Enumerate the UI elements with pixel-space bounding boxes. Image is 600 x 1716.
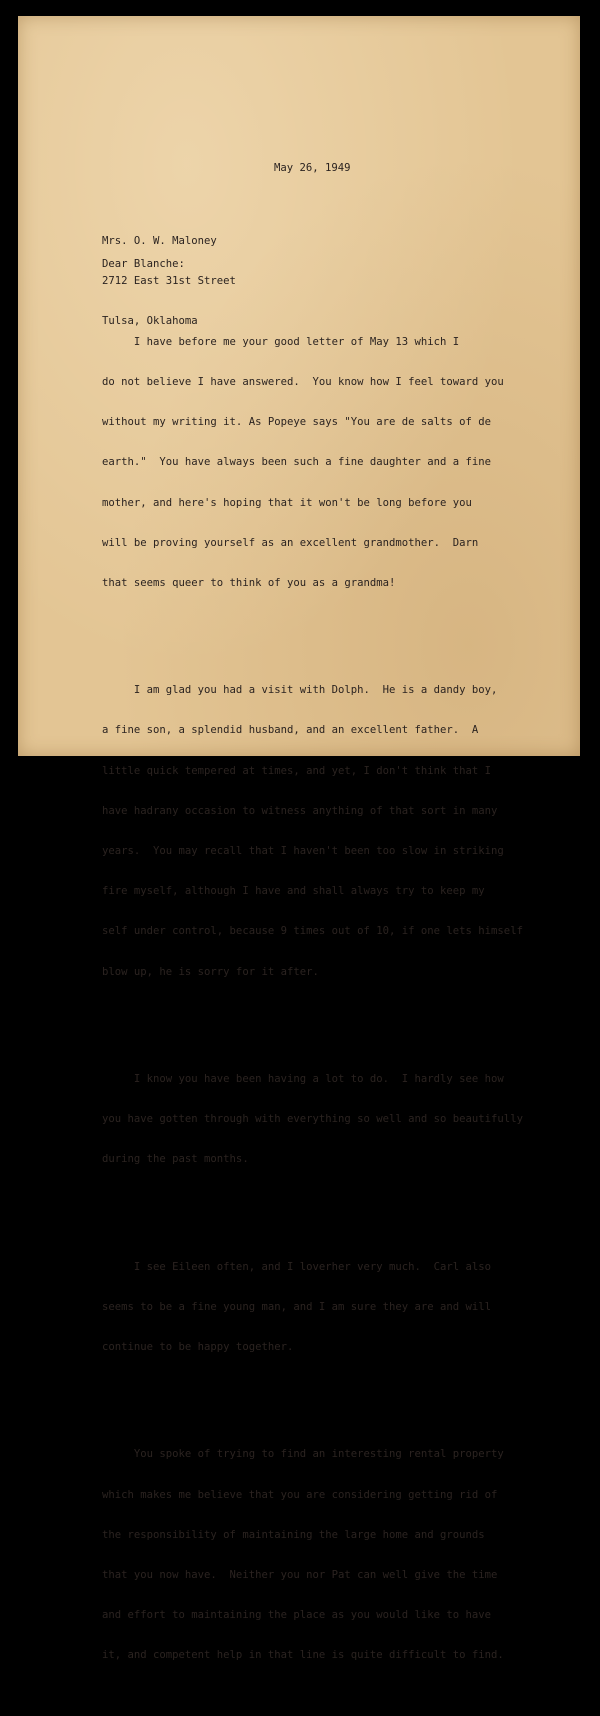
body-line: little quick tempered at times, and yet, I don't think that I	[102, 764, 492, 777]
body-line: and effort to maintaining the place as you would like to have	[102, 1609, 492, 1622]
body-line: earth." You have always been such a fine daughter and a fine	[102, 456, 492, 469]
body-line: that seems queer to think of you as a grandma!	[102, 576, 396, 589]
body-line: You spoke of trying to find an interesting rental property	[102, 1448, 504, 1461]
body-line: continue to be happy together.	[102, 1341, 294, 1354]
letter-page	[18, 16, 580, 1662]
body-line: it, and competent help in that line is quite difficult to find.	[102, 1649, 504, 1662]
body-line: a fine son, a splendid husband, and an excellent father. A	[102, 724, 479, 737]
body-line: fire myself, although I have and shall always try to keep my	[102, 885, 485, 898]
paragraph-3	[102, 1046, 523, 1193]
address-line-name: Mrs. O. W. Maloney	[102, 234, 217, 247]
body-line: do not believe I have answered. You know how I feel toward you	[102, 375, 504, 388]
body-line: the responsibility of maintaining the large home and grounds	[102, 1528, 485, 1541]
body-line: you have gotten through with everything so well and so beautifully	[102, 1113, 523, 1126]
body-line: mother, and here's hoping that it won't be long before you	[102, 496, 472, 509]
body-line: seems to be a fine young man, and I am sure they are and will	[102, 1300, 492, 1313]
body-line: have hadrany occasion to witness anything of that sort in many	[102, 804, 498, 817]
letter-date: May 26, 1949	[274, 162, 351, 174]
body-line: without my writing it. As Popeye says "You are de salts of de	[102, 416, 492, 429]
body-line: self under control, because 9 times out of 10, if one lets himself	[102, 925, 523, 938]
body-line: that you now have. Neither you nor Pat can well give the time	[102, 1568, 498, 1581]
paragraph-5	[102, 1421, 523, 1689]
body-line: which makes me believe that you are considering getting rid of	[102, 1488, 498, 1501]
body-line: years. You may recall that I haven't been too slow in striking	[102, 845, 504, 858]
body-line: I am glad you had a visit with Dolph. He is a dandy boy,	[102, 684, 498, 697]
body-line: I see Eileen often, and I loverher very much. Carl also	[102, 1260, 492, 1273]
body-line: blow up, he is sorry for it after.	[102, 965, 319, 978]
address-line-street: 2712 East 31st Street	[102, 275, 236, 288]
salutation: Dear Blanche:	[102, 258, 185, 270]
address-line-city: Tulsa, Oklahoma	[102, 315, 198, 328]
paragraph-4	[102, 1234, 523, 1381]
body-line: I have before me your good letter of May 13 which I	[102, 335, 460, 348]
paragraph-2	[102, 657, 523, 1006]
letter-body	[102, 282, 523, 1716]
body-line: will be proving yourself as an excellent grandmother. Darn	[102, 536, 479, 549]
body-line: I know you have been having a lot to do. I hardly see how	[102, 1072, 504, 1085]
body-line: during the past months.	[102, 1153, 249, 1166]
paragraph-1	[102, 309, 523, 617]
